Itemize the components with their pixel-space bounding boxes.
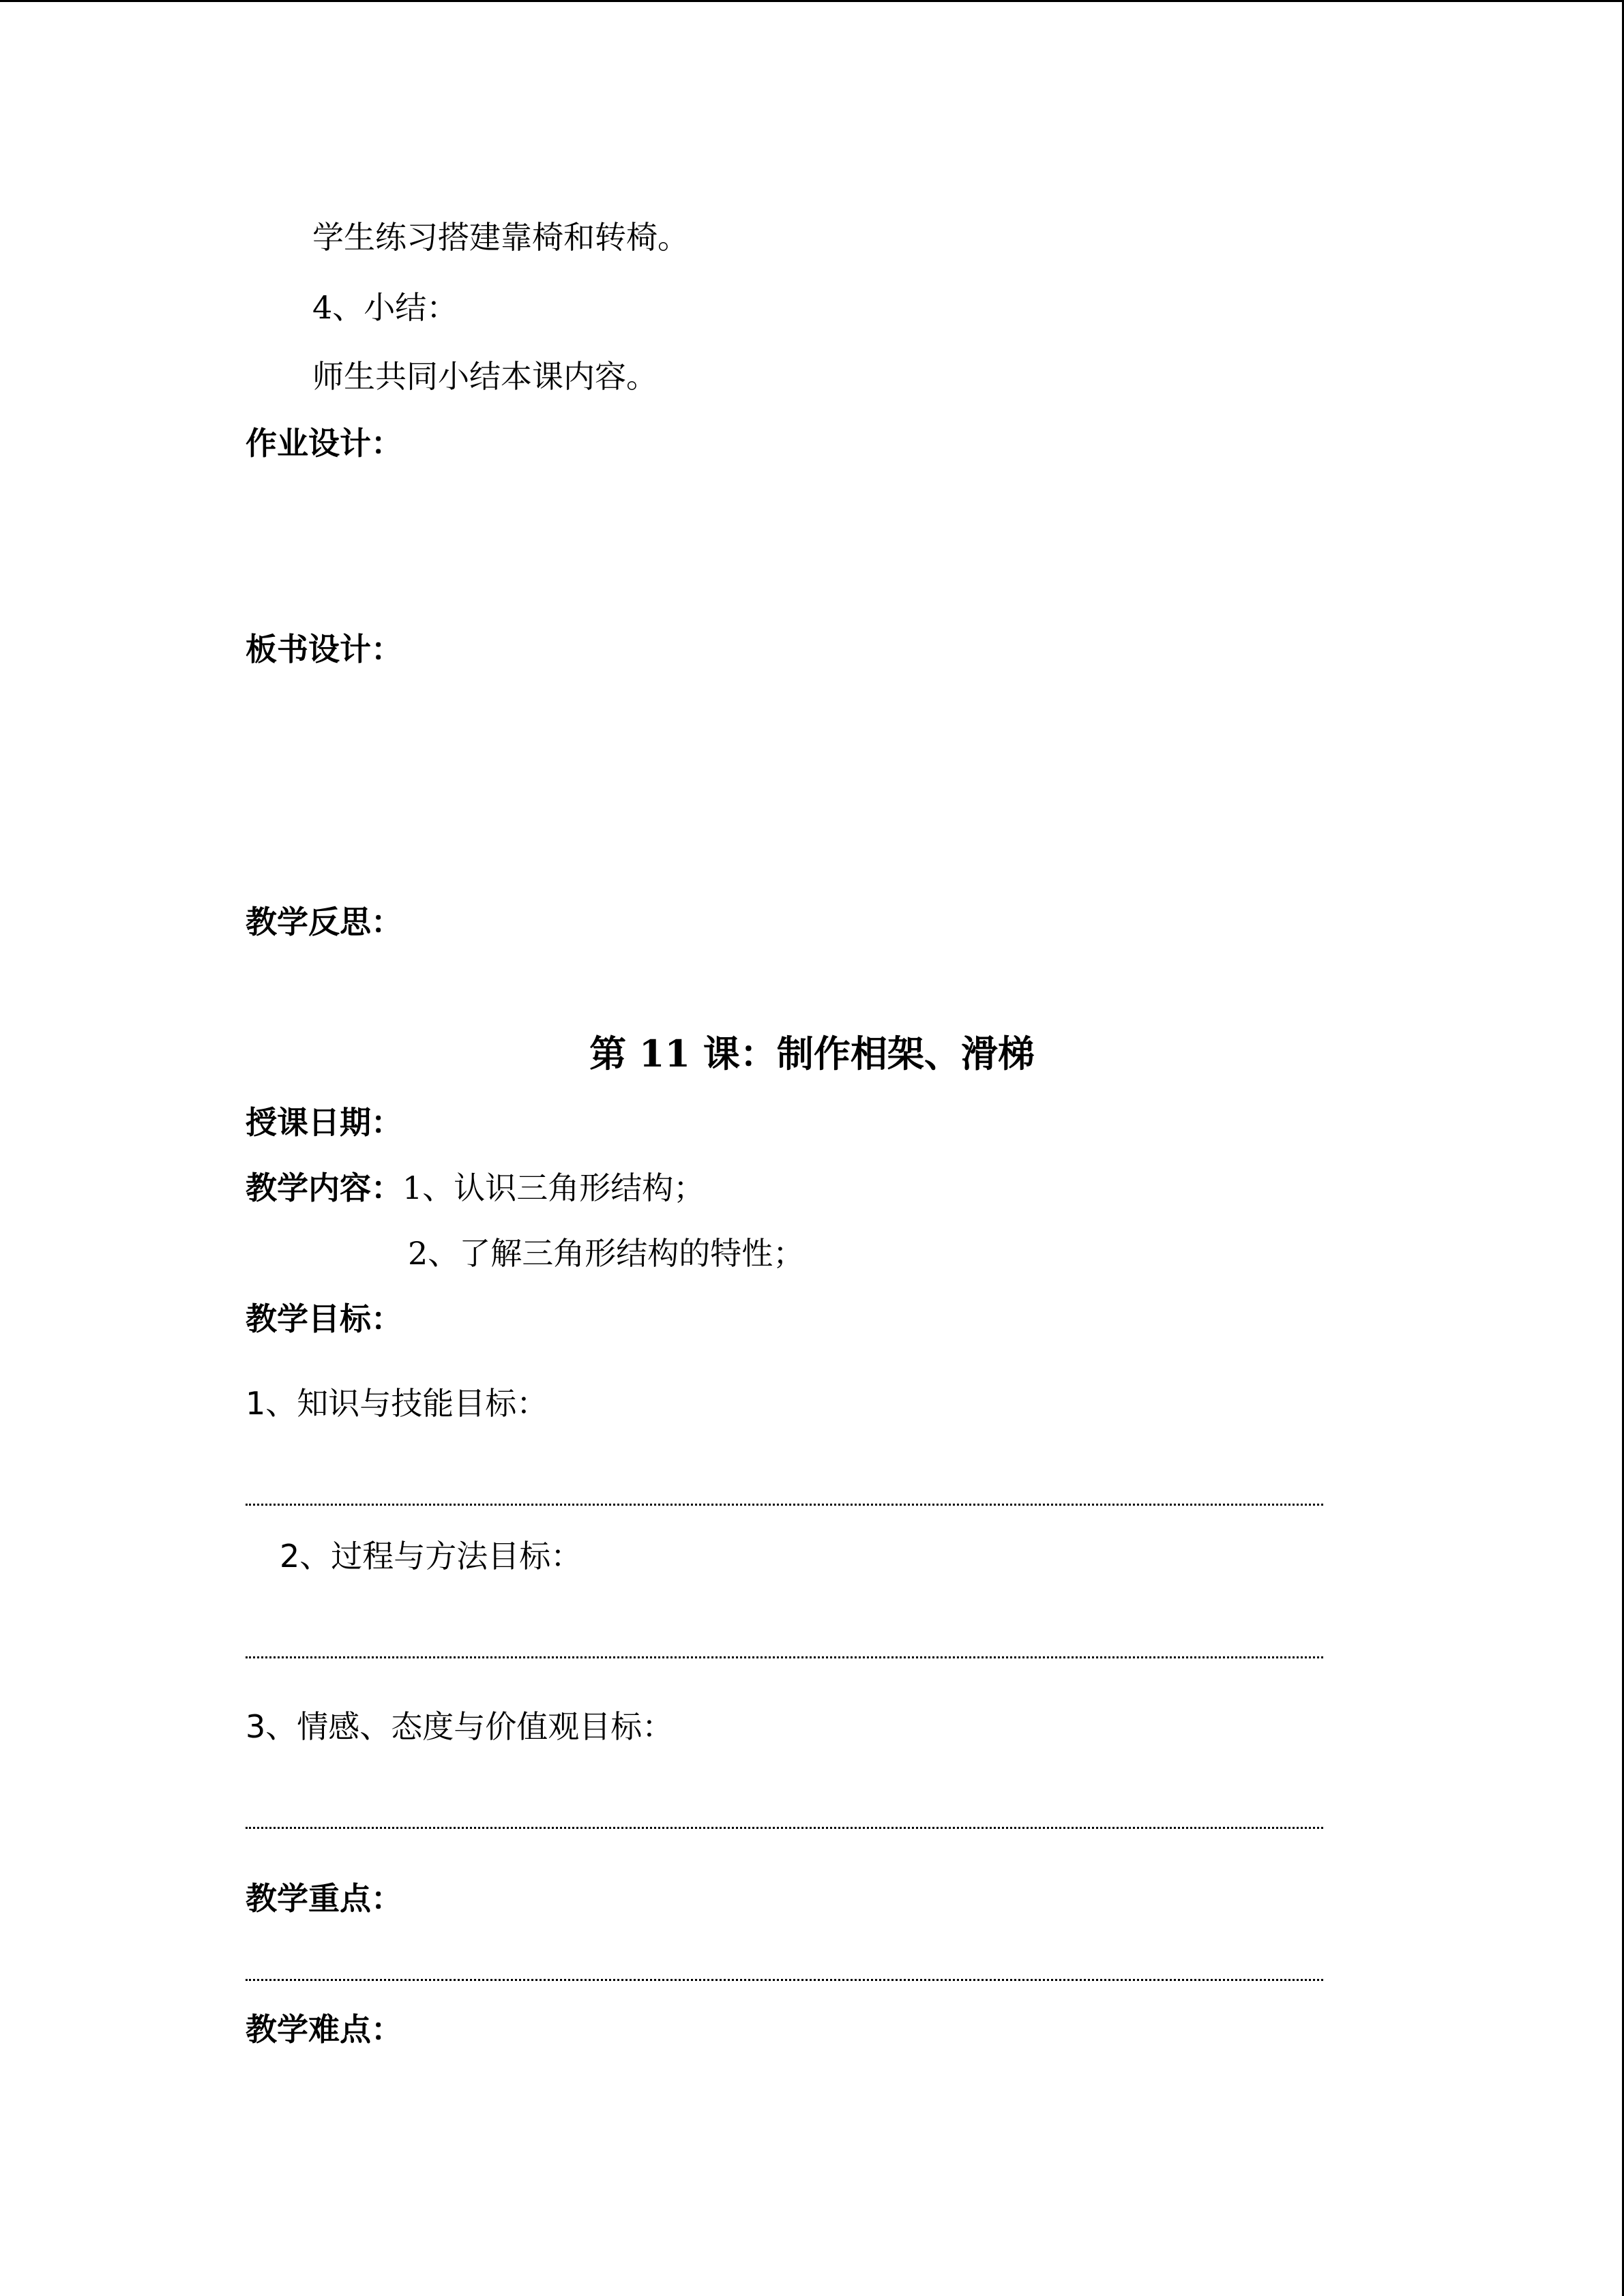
reflection-label: 教学反思： — [246, 904, 402, 940]
goal-process-methods: 2、过程与方法目标： — [280, 1538, 582, 1575]
difficulties-label: 教学难点： — [246, 2011, 402, 2048]
content-item-1: 1、认识三角形结构； — [402, 1169, 705, 1206]
goal-knowledge-skills: 1、知识与技能目标： — [246, 1385, 548, 1422]
content-label: 教学内容： — [246, 1169, 402, 1206]
summary-text: 师生共同小结本课内容。 — [312, 358, 658, 395]
key-points-label: 教学重点： — [246, 1880, 402, 1917]
homework-label: 作业设计： — [246, 425, 402, 462]
goal-emotion-values: 3、情感、态度与价值观目标： — [246, 1708, 674, 1745]
date-label: 授课日期： — [246, 1104, 402, 1141]
lesson-title: 第 11 课：制作相架、滑梯 — [589, 1032, 1035, 1075]
dotted-rule-3 — [246, 1827, 1323, 1829]
dotted-rule-1 — [246, 1504, 1323, 1506]
board-design-label: 板书设计： — [246, 631, 402, 668]
page-border-top — [0, 0, 1624, 2]
content-item-2: 2、了解三角形结构的特性； — [408, 1235, 805, 1272]
goals-label: 教学目标： — [246, 1300, 402, 1337]
content-row — [246, 1167, 705, 1208]
practice-text: 学生练习搭建靠椅和转椅。 — [312, 219, 689, 256]
dotted-rule-2 — [246, 1656, 1323, 1658]
dotted-rule-4 — [246, 1979, 1323, 1981]
summary-heading: 4、小结： — [312, 289, 458, 326]
